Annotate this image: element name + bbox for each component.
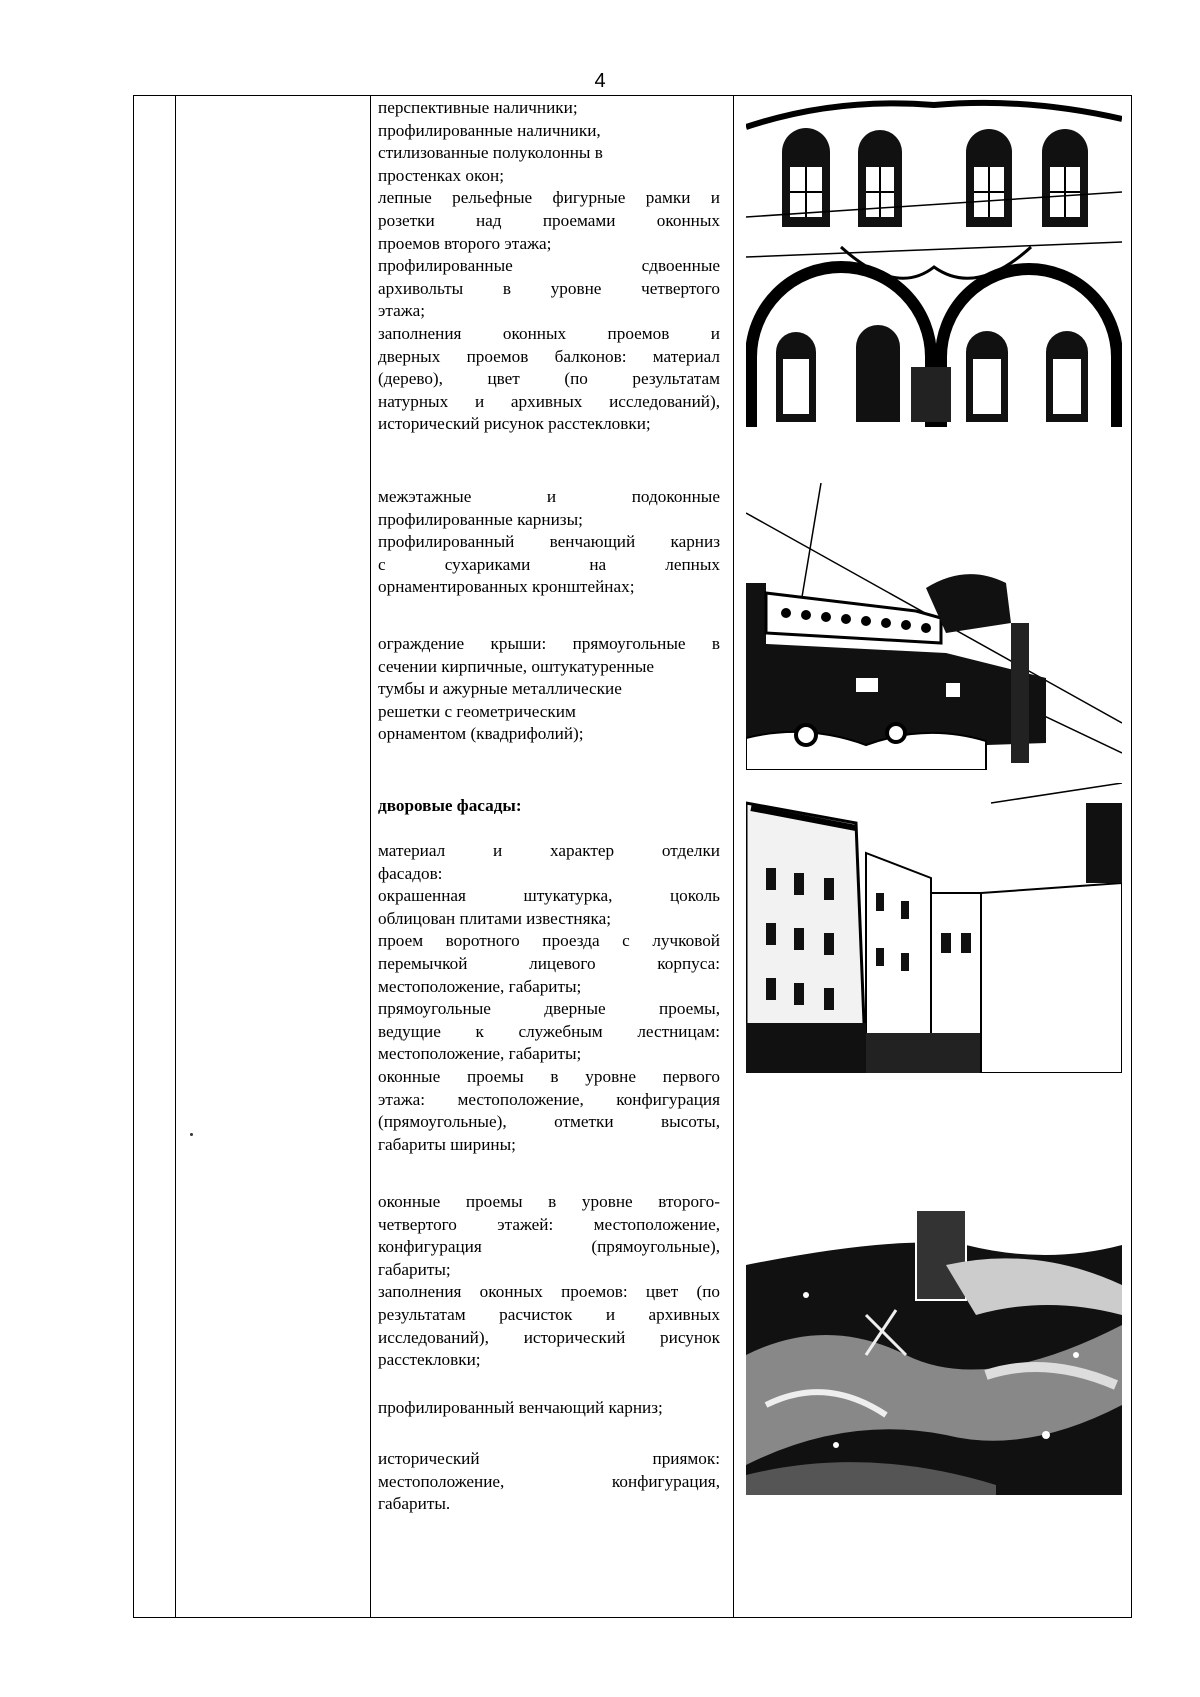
text-line: этажа; bbox=[378, 301, 426, 321]
text-line: четвертого этажей: местоположение, bbox=[378, 1214, 720, 1234]
pit-ground-photo bbox=[746, 1205, 1122, 1495]
text-line: с сухариками на лепных bbox=[378, 554, 720, 574]
text-line: перспективные наличники; bbox=[378, 98, 578, 117]
text-block-crowning-cornice bbox=[378, 1397, 720, 1420]
text-line: профилированные карнизы; bbox=[378, 509, 583, 529]
column-divider-3 bbox=[733, 96, 734, 1618]
text-line: исторический рисунок расстекловки; bbox=[378, 414, 651, 434]
text-line: стилизованные полуколонны в bbox=[378, 143, 603, 163]
text-line: тумбы и ажурные металлические bbox=[378, 679, 622, 699]
text-line: результатам расчисток и архивных bbox=[378, 1304, 720, 1324]
text-line: оконные проемы в уровне первого bbox=[378, 1066, 720, 1086]
text-line: сечении кирпичные, оштукатуренные bbox=[378, 656, 655, 676]
text-line: заполнения оконных проемов и bbox=[378, 323, 720, 343]
text-line: местоположение, конфигурация, bbox=[378, 1471, 720, 1491]
text-line: (прямоугольные), отметки высоты, bbox=[378, 1112, 720, 1132]
text-line: фасадов: bbox=[378, 863, 443, 883]
text-block-facade-details bbox=[378, 97, 720, 436]
text-line: проем воротного проезда с лучковой bbox=[378, 931, 720, 951]
text-line: профилированный венчающий карниз bbox=[378, 532, 720, 552]
column-divider-2 bbox=[370, 96, 371, 1618]
text-line: архивольты в уровне четвертого bbox=[378, 278, 720, 298]
cornice-roof-fence-photo bbox=[746, 483, 1122, 770]
text-block-roof-fence bbox=[378, 633, 720, 746]
text-line: оконные проемы в уровне второго- bbox=[378, 1192, 720, 1211]
text-line: ограждение крыши: прямоугольные в bbox=[378, 634, 720, 653]
text-block-upper-windows bbox=[378, 1191, 720, 1372]
scan-speck bbox=[190, 1133, 193, 1136]
text-line: расстекловки; bbox=[378, 1350, 481, 1370]
text-line: профилированные наличники, bbox=[378, 120, 601, 140]
text-line: заполнения оконных проемов: цвет (по bbox=[378, 1282, 720, 1302]
text-line: профилированные сдвоенные bbox=[378, 256, 720, 276]
text-block-cornices bbox=[378, 486, 720, 599]
text-line: окрашенная штукатурка, цоколь bbox=[378, 886, 720, 906]
text-line: исследований), исторический рисунок bbox=[378, 1327, 720, 1347]
text-line: орнаментом (квадрифолий); bbox=[378, 724, 584, 744]
text-line: натурных и архивных исследований), bbox=[378, 391, 720, 411]
text-line: местоположение, габариты; bbox=[378, 976, 582, 996]
text-line: орнаментированных кронштейнах; bbox=[378, 577, 635, 597]
text-line: лепные рельефные фигурные рамки и bbox=[378, 188, 720, 208]
text-line: розетки над проемами оконных bbox=[378, 210, 720, 230]
text-line: проемов второго этажа; bbox=[378, 233, 552, 253]
text-line: габариты. bbox=[378, 1494, 451, 1514]
text-line: дверных проемов балконов: материал bbox=[378, 346, 720, 366]
courtyard-facades-photo bbox=[746, 783, 1122, 1073]
text-line: габариты ширины; bbox=[378, 1134, 516, 1154]
text-line: (дерево), цвет (по результатам bbox=[378, 369, 720, 389]
column-divider-1 bbox=[175, 96, 176, 1618]
text-line: прямоугольные дверные проемы, bbox=[378, 999, 720, 1019]
text-line: ведущие к служебным лестницам: bbox=[378, 1021, 720, 1041]
text-line: межэтажные и подоконные bbox=[378, 487, 720, 506]
text-line: габариты; bbox=[378, 1259, 451, 1279]
text-line: перемычкой лицевого корпуса: bbox=[378, 953, 720, 973]
text-line: простенках окон; bbox=[378, 165, 505, 185]
text-line: материал и характер отделки bbox=[378, 841, 720, 860]
section-heading: дворовые фасады: bbox=[378, 796, 522, 815]
page-number: 4 bbox=[594, 70, 606, 92]
text-block-courtyard-finishes bbox=[378, 840, 720, 1156]
text-line: облицован плитами известняка; bbox=[378, 908, 611, 928]
text-line: местоположение, габариты; bbox=[378, 1044, 582, 1064]
text-line: конфигурация (прямоугольные), bbox=[378, 1237, 720, 1257]
text-line: профилированный венчающий карниз; bbox=[378, 1398, 663, 1417]
text-line: этажа: местоположение, конфигурация bbox=[378, 1089, 720, 1109]
facade-arches-photo bbox=[746, 97, 1122, 427]
courtyard-heading bbox=[378, 795, 720, 818]
text-line: решетки с геометрическим bbox=[378, 701, 576, 721]
text-block-pit bbox=[378, 1448, 720, 1516]
text-line: исторический приямок: bbox=[378, 1449, 720, 1468]
